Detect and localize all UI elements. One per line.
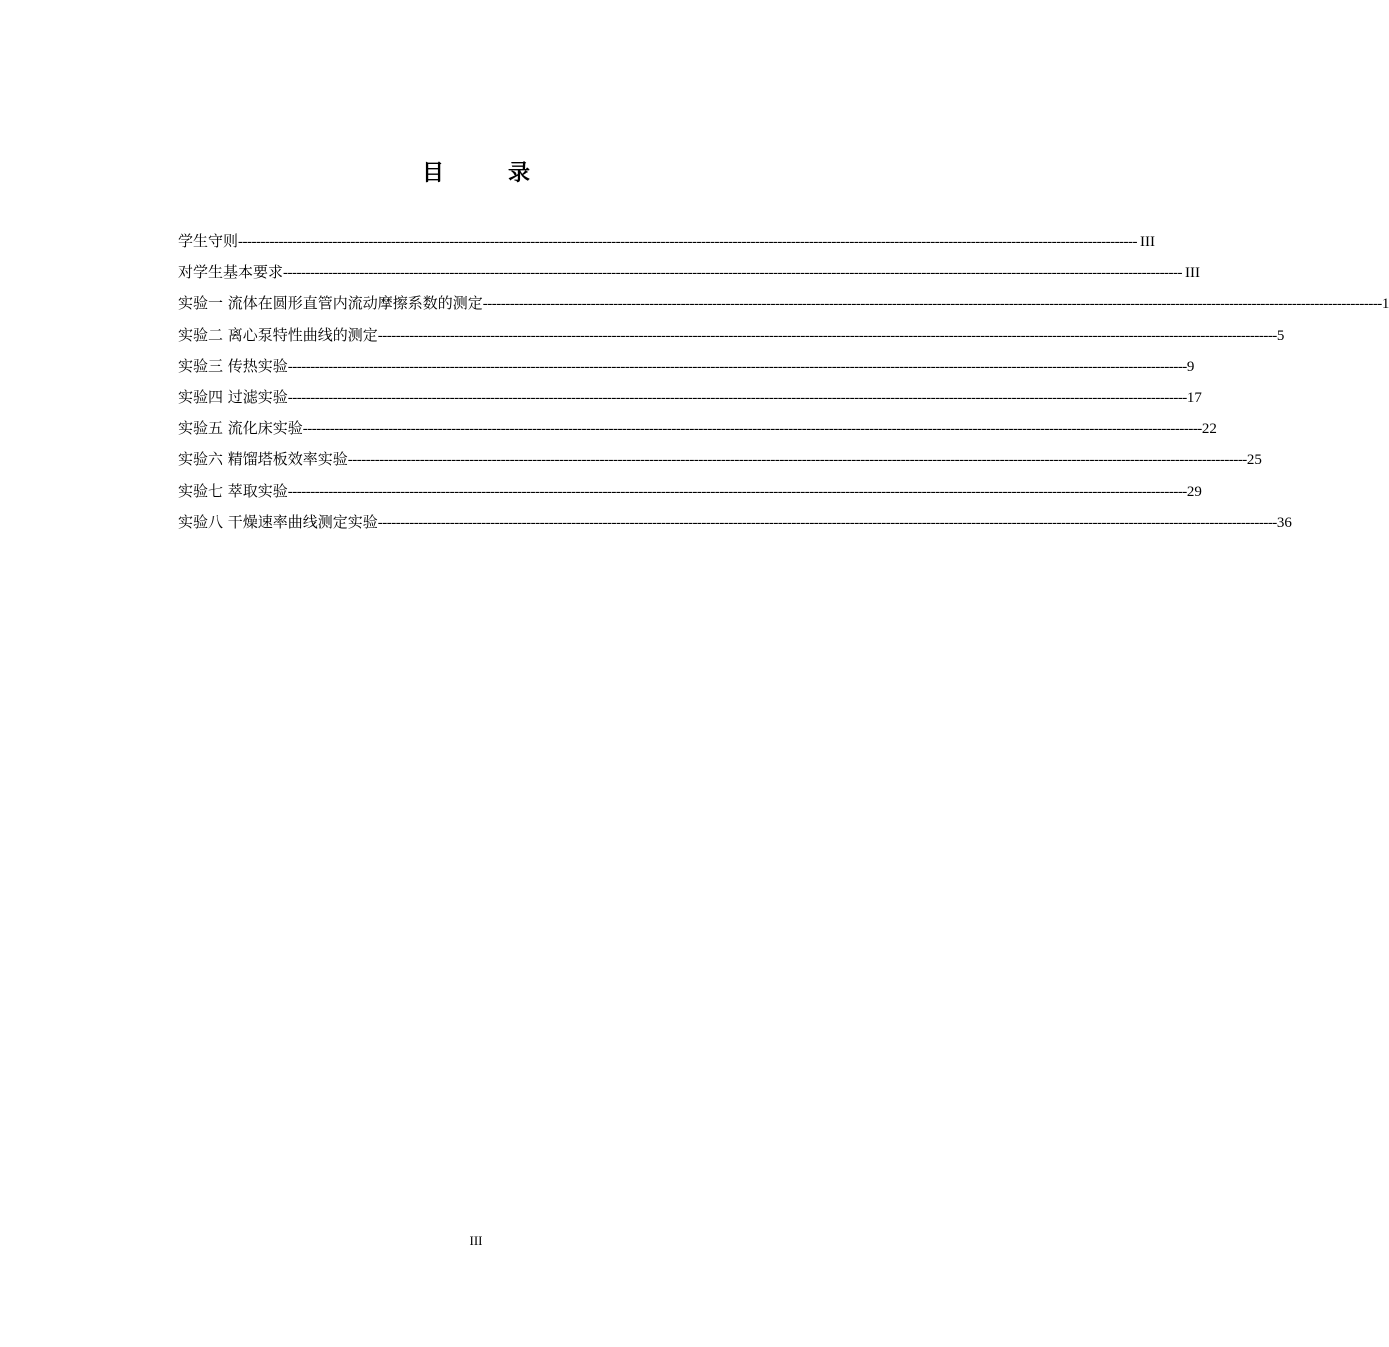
toc-entry-page: 22 xyxy=(1201,421,1217,438)
toc-entry-page: III xyxy=(1140,234,1156,250)
toc-entry-label: 实验八 干燥速率曲线测定实验 xyxy=(178,512,378,531)
toc-entry-label: 实验五 流化床实验 xyxy=(178,419,303,438)
toc-leader: -------------------------------------------------------------------------------------------------------------------------------------------------------------------------------------------------------- xyxy=(287,389,1187,406)
toc-entry-student-rules[interactable] xyxy=(178,231,1156,262)
toc-entry-experiment-4[interactable] xyxy=(178,387,1202,418)
toc-entry-label: 学生守则 xyxy=(178,232,239,250)
toc-entry-label: 实验四 过滤实验 xyxy=(178,387,288,406)
toc-leader: -------------------------------------------------------------------------------------------------------------------------------------------------------------------------------------------------------- xyxy=(377,514,1277,531)
toc-entry-page: 9 xyxy=(1186,358,1195,375)
toc-leader: -------------------------------------------------------------------------------------------------------------------------------------------------------------------------------------------------------- xyxy=(238,234,1138,250)
toc-leader: -------------------------------------------------------------------------------------------------------------------------------------------------------------------------------------------------------- xyxy=(482,296,1382,313)
toc-leader: -------------------------------------------------------------------------------------------------------------------------------------------------------------------------------------------------------- xyxy=(377,327,1277,344)
toc-entry-page: 25 xyxy=(1246,452,1262,469)
toc-entry-experiment-7[interactable] xyxy=(178,481,1202,512)
toc-entry-page: 17 xyxy=(1186,389,1202,406)
toc-entry-label: 实验一 流体在圆形直管内流动摩擦系数的测定 xyxy=(178,294,483,313)
toc-entry-label: 对学生基本要求 xyxy=(178,263,284,282)
toc-leader: -------------------------------------------------------------------------------------------------------------------------------------------------------------------------------------------------------- xyxy=(287,358,1187,375)
toc-entry-experiment-3[interactable] xyxy=(178,356,1195,387)
toc-entry-label: 实验二 离心泵特性曲线的测定 xyxy=(178,325,378,344)
toc-entry-experiment-1[interactable] xyxy=(178,293,1389,324)
toc-entry-page: 1 xyxy=(1381,296,1389,313)
toc-entry-label: 实验三 传热实验 xyxy=(178,356,288,375)
toc-entry-label: 实验六 精馏塔板效率实验 xyxy=(178,450,348,469)
toc-leader: -------------------------------------------------------------------------------------------------------------------------------------------------------------------------------------------------------- xyxy=(302,421,1202,438)
toc-entry-page: III xyxy=(1185,265,1201,282)
toc-entry-experiment-6[interactable] xyxy=(178,449,1262,480)
toc-entry-experiment-2[interactable] xyxy=(178,325,1285,356)
title-char-right: 录 xyxy=(508,161,531,186)
toc-entry-label: 实验七 萃取实验 xyxy=(178,481,288,500)
toc-entry-experiment-5[interactable] xyxy=(178,418,1217,449)
toc-leader: -------------------------------------------------------------------------------------------------------------------------------------------------------------------------------------------------------- xyxy=(287,483,1187,500)
toc-entry-page: 36 xyxy=(1276,514,1292,531)
table-of-contents xyxy=(178,231,1389,543)
toc-entry-basic-requirements[interactable] xyxy=(178,262,1201,293)
page-title xyxy=(0,156,952,187)
title-char-left: 目 xyxy=(421,161,444,186)
toc-leader: -------------------------------------------------------------------------------------------------------------------------------------------------------------------------------------------------------- xyxy=(283,265,1183,282)
toc-entry-experiment-8[interactable] xyxy=(178,512,1292,543)
toc-leader: -------------------------------------------------------------------------------------------------------------------------------------------------------------------------------------------------------- xyxy=(347,452,1247,469)
page-number: III xyxy=(469,1233,483,1248)
toc-entry-page: 29 xyxy=(1186,483,1202,500)
toc-entry-page: 5 xyxy=(1276,327,1285,344)
